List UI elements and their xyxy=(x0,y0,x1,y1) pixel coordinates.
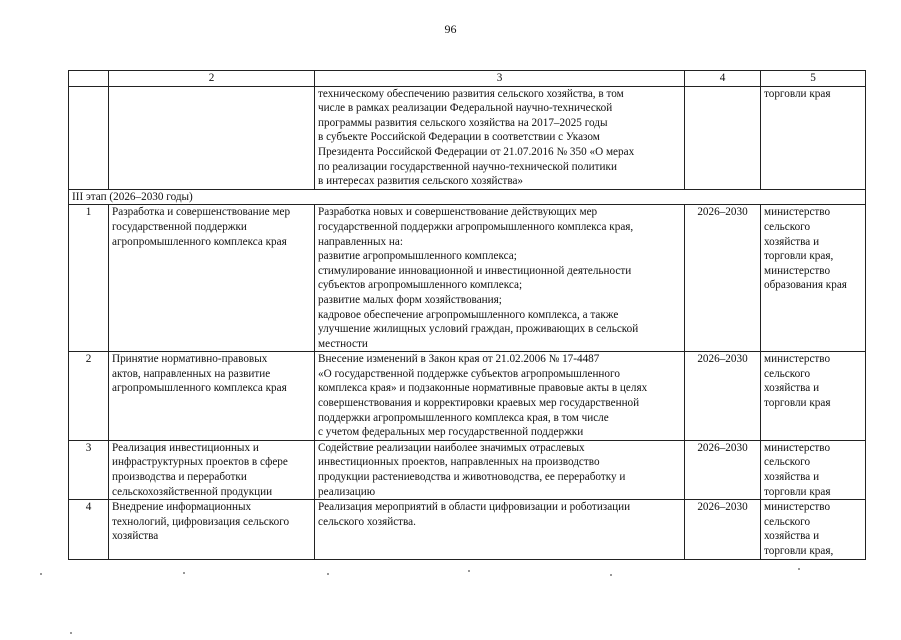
measure-responsible: министерство сельского хозяйства и торговли края xyxy=(761,440,866,499)
continuation-num-cell xyxy=(69,86,109,189)
page-number: 96 xyxy=(444,22,457,36)
row-number: 2 xyxy=(69,352,109,441)
continuation-row xyxy=(69,86,866,189)
scan-speck xyxy=(40,573,42,575)
row-number: 3 xyxy=(69,440,109,499)
measure-description: Внесение изменений в Закон края от 21.02.2006 № 17-4487 «О государственной поддержке субъектов агропромышленного комплекса края» и подзаконные нормативные правовые акты в целях совершенствования и корректировки краевых мер государственной поддержки агропромышленного комплекса края, в том числе с учетом федеральных мер государственной поддержки xyxy=(315,352,685,441)
measure-name: Внедрение информационных технологий, цифровизация сельского хозяйства xyxy=(109,500,315,559)
section-title: III этап (2026–2030 годы) xyxy=(69,189,866,205)
scan-speck xyxy=(610,574,612,576)
section-row xyxy=(69,189,866,205)
measure-years: 2026–2030 xyxy=(685,440,761,499)
header-col-5: 5 xyxy=(761,71,866,87)
continuation-years-cell xyxy=(685,86,761,189)
measures-table xyxy=(68,70,866,560)
header-row xyxy=(69,71,866,87)
scan-speck xyxy=(468,570,470,572)
measure-responsible: министерство сельского хозяйства и торговли края xyxy=(761,352,866,441)
measure-name: Реализация инвестиционных и инфраструктурных проектов в сфере производства и переработки сельскохозяйственной продукции xyxy=(109,440,315,499)
header-col-3: 3 xyxy=(315,71,685,87)
continuation-name-cell xyxy=(109,86,315,189)
table-row xyxy=(69,352,866,441)
continuation-description-cell: техническому обеспечению развития сельского хозяйства, в том числе в рамках реализации Федеральной научно-технической программы развития сельского хозяйства на 2017–2025 годы в субъекте Российской Федерации в соответствии с Указом Президента Российской Федерации от 21.07.2016 № 350 «О мерах по реализации государственной научно-технической политики в интересах развития сельского хозяйства» xyxy=(315,86,685,189)
header-col-2: 2 xyxy=(109,71,315,87)
measure-years: 2026–2030 xyxy=(685,500,761,559)
measure-description: Реализация мероприятий в области цифровизации и роботизации сельского хозяйства. xyxy=(315,500,685,559)
measure-responsible: министерство сельского хозяйства и торговли края, министерство образования края xyxy=(761,205,866,352)
scan-speck xyxy=(327,573,329,575)
measure-name: Принятие нормативно-правовых актов, направленных на развитие агропромышленного комплекса края xyxy=(109,352,315,441)
table-row xyxy=(69,205,866,352)
scan-speck xyxy=(183,572,185,574)
measure-years: 2026–2030 xyxy=(685,205,761,352)
row-number: 4 xyxy=(69,500,109,559)
header-col-1 xyxy=(69,71,109,87)
table-row xyxy=(69,500,866,559)
continuation-responsible-cell: торговли края xyxy=(761,86,866,189)
table-row xyxy=(69,440,866,499)
scan-speck xyxy=(798,568,800,570)
header-col-4: 4 xyxy=(685,71,761,87)
measure-responsible: министерство сельского хозяйства и торговли края, xyxy=(761,500,866,559)
measure-description: Разработка новых и совершенствование действующих мер государственной поддержки агропромышленного комплекса края, направленных на: развитие агропромышленного комплекса; стимулирование инновационной и инвестиционной деятельности субъектов агропромышленного комплекса; развитие малых форм хозяйствования; кадровое обеспечение агропромышленного комплекса, а также улучшение жилищных условий граждан, проживающих в сельской местности xyxy=(315,205,685,352)
measure-name: Разработка и совершенствование мер государственной поддержки агропромышленного комплекса края xyxy=(109,205,315,352)
measure-years: 2026–2030 xyxy=(685,352,761,441)
row-number: 1 xyxy=(69,205,109,352)
scan-speck xyxy=(70,632,72,634)
measure-description: Содействие реализации наиболее значимых отраслевых инвестиционных проектов, направленных на производство продукции растениеводства и животноводства, ее переработку и реализацию xyxy=(315,440,685,499)
